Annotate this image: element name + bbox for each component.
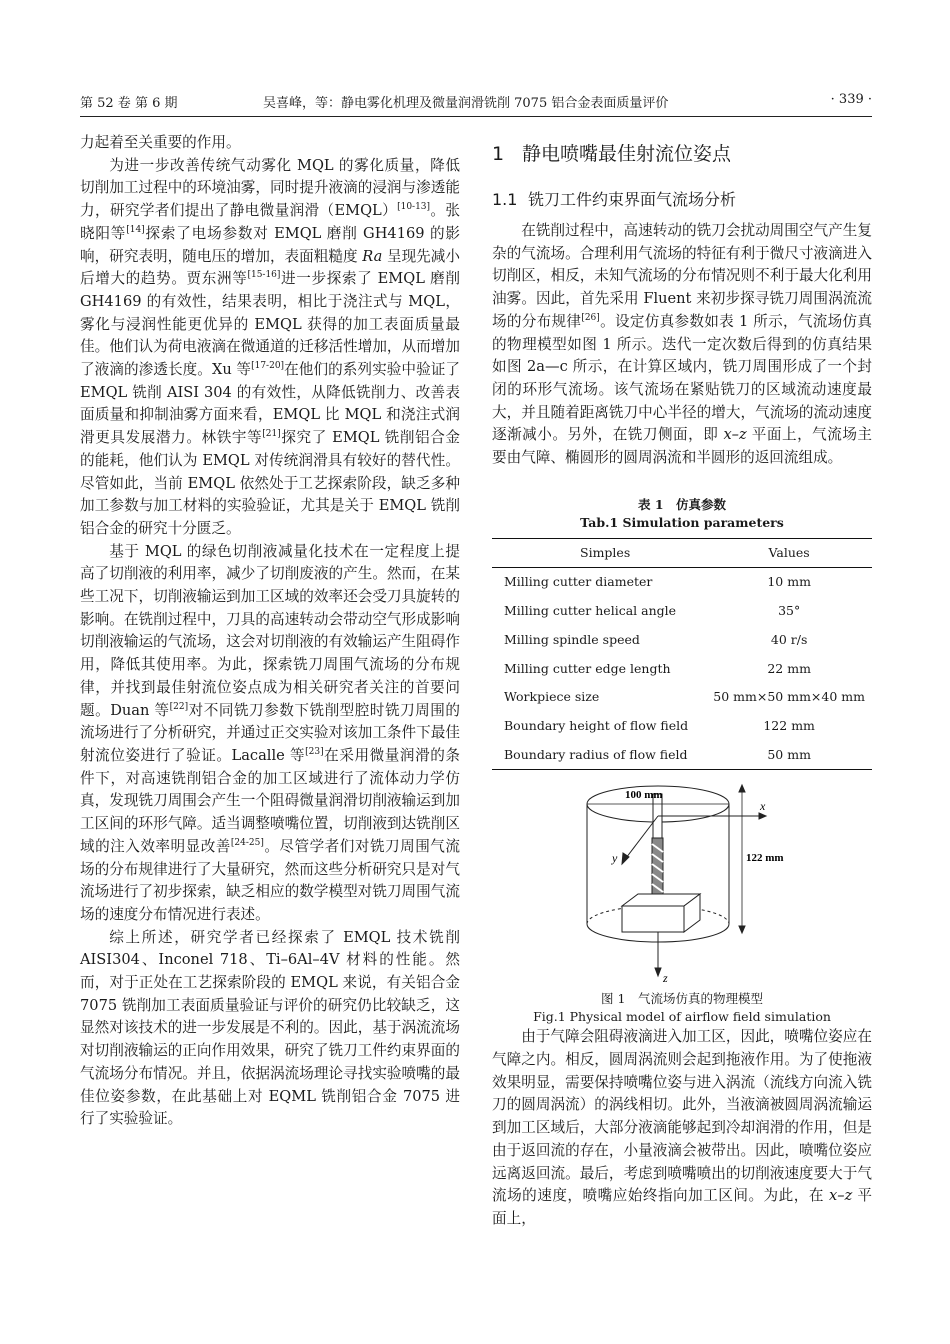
- citation: [26]: [581, 312, 600, 323]
- citation: [10-13]: [397, 202, 431, 213]
- citation: [21]: [262, 429, 281, 440]
- dimension-label-diameter: 100 mm: [625, 789, 663, 802]
- citation: [22]: [169, 701, 189, 712]
- figure-caption: 图 1 气流场仿真的物理模型 Fig.1 Physical model of airflow field simulation: [533, 991, 831, 1025]
- table-caption: 表 1 仿真参数 Tab.1 Simulation parameters: [580, 496, 784, 530]
- header-rule: [80, 116, 872, 117]
- running-header: [80, 92, 872, 114]
- simulation-parameters-table: [492, 538, 872, 771]
- table-row: Milling cutter diameter 10 mm: [504, 574, 811, 590]
- citation: [14]: [126, 224, 145, 235]
- figure-1: [492, 782, 872, 1026]
- column-header-values: Values: [768, 544, 810, 560]
- citation: [24-25]: [230, 837, 264, 848]
- column-header-simples: Simples: [580, 544, 631, 560]
- dimension-label-height: 122 mm: [746, 852, 784, 865]
- paragraph: 基于 MQL 的绿色切削液减量化技术在一定程度上提高了切削液的利用率，减少了切削废液的产生。然而，在某些工况下，切削液输运到加工区域的效率还会受刀具旋转的影响。在铣削过程中，刀具的高速转动会带动空气形成影响切削液输运的气流场，这会对切削液的有效输运产生阻碍作用，降低其使用率。为此，探索铣刀周围气流场的分布规律，并找到最佳射流位姿点成为相关研究者关注的首要问题。Duan 等[22]对不同铣刀参数下铣削型腔时铣刀周围的流场进行了分析研究，并通过正交实验对该加工条件下最佳射流位姿进行了验证。Lacalle 等[23]在采用微量润滑的条件下，对高速铣削铝合金的加工区域进行了流体动力学仿真，发现铣刀周围会产生一个阻碍微量润滑切削液输运到加工区间的环形气障。适当调整喷嘴位置，切削液到达铣削区域的注入效率明显改善[24-25]。尽管学者们对铣刀周围气流场的分布规律进行了大量研究，然而这些分析研究只是对气流场进行了初步探索，缺乏相应的数学模型对铣刀周围气流场的速度分布情况进行表述。: [80, 542, 460, 923]
- paragraph: 为进一步改善传统气动雾化 MQL 的雾化质量，降低切削加工过程中的环境油雾，同时提升液滴的浸润与渗透能力，研究学者们提出了静电微量润滑（EMQL）[10-13]。张晓阳等[14]探索了电场参数对 EMQL 磨削 GH4169 的影响，研究表明，随电压的增加，表面粗糙度 Ra 呈现先减小后增大的趋势。贾东洲等[15-16]进一步探索了 EMQL 磨削 GH4169 的有效性，结果表明，相比于浇注式与 MQL，雾化与浸润性能更优异的 EMQL 获得的加工表面质量最佳。他们认为荷电液滴在微通道的迁移活性增加，从而增加了液滴的渗透长度。Xu 等[17-20]在他们的系列实验中验证了 EMQL 铣削 AISI 304 的有效性，从降低铣削力、改善表面质量和抑制油雾方面来看，EMQL 比 MQL 和浇注式润滑更具发展潜力。林铁宇等[21]探究了 EMQL 铣削铝合金的能耗，他们认为 EMQL 对传统润滑具有较好的替代性。尽管如此，当前 EMQL 依然处于工艺探索阶段，缺乏多种加工参数与加工材料的实验验证，尤其是关于 EMQL 铣削铝合金的研究十分匮乏。: [80, 156, 460, 537]
- axis-label-x: x: [760, 799, 766, 814]
- journal-volume: 第 52 卷 第 6 期: [80, 96, 178, 111]
- paragraph: 在铣削过程中，高速转动的铣刀会扰动周围空气产生复杂的气流场。合理利用气流场的特征有利于微尺寸液滴进入切削区，相反，未知气流场的分布情况则不利于最大化利用油雾。因此，首先采用 Fluent 来初步探寻铣刀周围涡流流场的分布规律[26]。设定仿真参数如表 1 所示，气流场仿真的物理模型如图 1 所示。迭代一定次数后得到的仿真结果如图 2a—c 所示，在计算区域内，铣刀周围形成了一个封闭的环形气流场。该气流场在紧贴铣刀的区域流动速度最大，并且随着距离铣刀中心半径的增大，气流场的流动速度逐渐减小。另外，在铣刀侧面，即 x–z 平面上，气流场主要由气障、椭圆形的圆周涡流和半圆形的返回流组成。: [492, 222, 873, 467]
- paragraph: 综上所述，研究学者已经探索了 EMQL 技术铣削 AISI304、Inconel 718、Ti–6Al–4V 材料的性能。然而，对于正处在工艺探索阶段的 EMQL 来说，有关铝合金 7075 铣削加工表面质量验证与评价的研究仍比较缺乏，这显然对该技术的进一步发展是不利的。因此，基于涡流流场对切削液输运的正向作用效果，研究了铣刀工件约束界面的气流场分布情况。并且，依据涡流场理论寻找实验喷嘴的最佳位姿参数，在此基础上对 EQML 铣削铝合金 7075 进行了实验验证。: [80, 928, 460, 1128]
- axis-label-y: y: [612, 851, 618, 866]
- table-row: Boundary height of flow field 122 mm: [504, 717, 815, 733]
- right-column: [492, 132, 872, 1231]
- left-column: [80, 132, 460, 1131]
- page-number: · 339 ·: [830, 92, 872, 107]
- table-row: Milling spindle speed 40 r/s: [504, 631, 808, 647]
- table-row: Workpiece size 50 mm×50 mm×40 mm: [504, 689, 865, 705]
- paragraph: 由于气障会阻碍液滴进入加工区，因此，喷嘴位姿应在气障之内。相反，圆周涡流则会起到拖液作用。为了使拖液效果明显，需要保持喷嘴位姿与进入涡流（流线方向流入铣刀的圆周涡流）的涡线相切。此外，当液滴被圆周涡流输运到加工区域后，大部分液滴能够起到冷却润滑的作用，但是由于返回流的存在，小量液滴会被带出。因此，喷嘴位姿应远离返回流。最后，考虑到喷嘴喷出的切削液速度要大于气流场的速度，喷嘴应始终指向加工区间。为此，在 x–z 平面上，: [492, 1028, 872, 1227]
- axis-label-z: z: [663, 971, 668, 986]
- citation: [23]: [305, 746, 324, 757]
- table-row: Milling cutter helical angle 35°: [504, 603, 801, 619]
- running-title: 吴喜峰，等：静电雾化机理及微量润滑铣削 7075 铝合金表面质量评价: [263, 96, 669, 111]
- table-row: Boundary radius of flow field 50 mm: [492, 741, 872, 770]
- airflow-model-diagram: [492, 782, 872, 988]
- citation: [17-20]: [251, 361, 285, 372]
- subsection-heading: 1.1 铣刀工件约束界面气流场分析: [492, 190, 737, 209]
- section-heading: 1 静电喷嘴最佳射流位姿点: [492, 143, 732, 165]
- citation: [15-16]: [247, 270, 281, 281]
- table-row: Milling cutter edge length 22 mm: [504, 660, 811, 676]
- paragraph: 力起着至关重要的作用。: [80, 134, 241, 151]
